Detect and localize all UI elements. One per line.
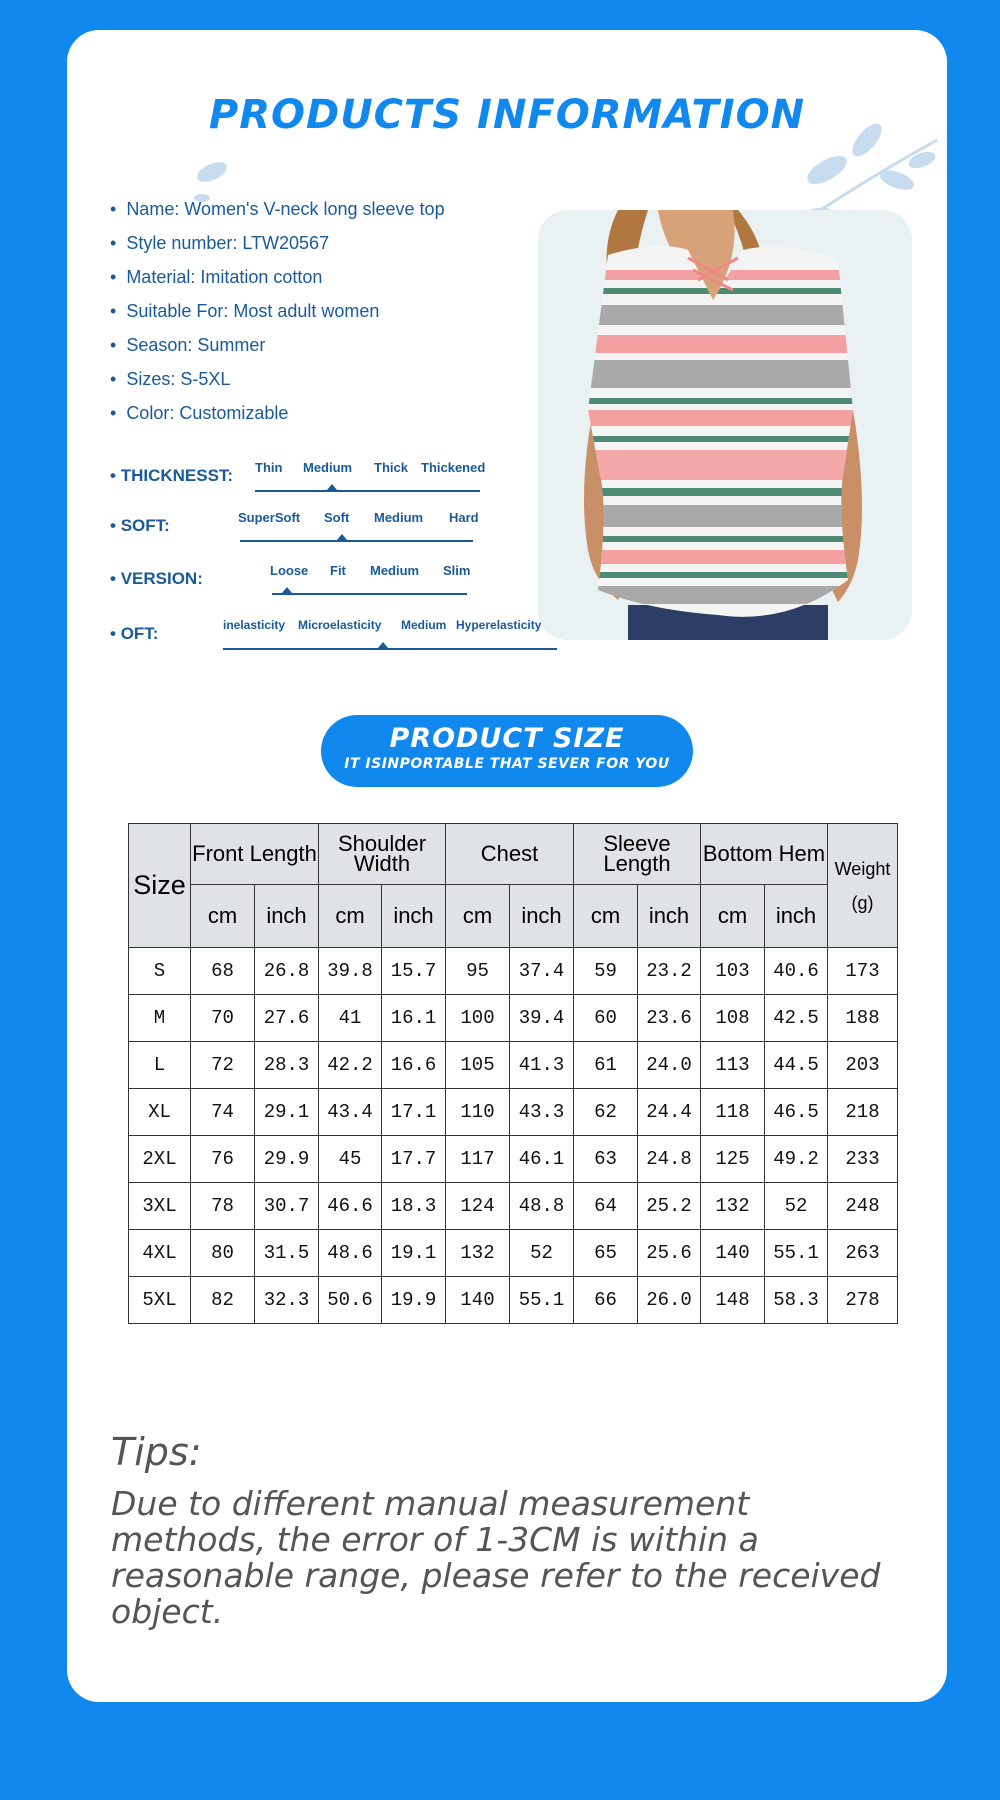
table-row (129, 948, 898, 995)
thickness-line (255, 490, 480, 492)
table-cell: 42.5 (765, 995, 828, 1042)
table-cell: 27.6 (255, 995, 319, 1042)
info-name: • Name: Women's V-neck long sleeve top (110, 192, 445, 226)
version-option: Slim (443, 563, 471, 578)
table-cell: 19.1 (382, 1230, 446, 1277)
table-cell: 66 (574, 1277, 638, 1324)
table-row (129, 1230, 898, 1277)
unit-cm: cm (701, 885, 765, 948)
soft-label: • SOFT: (110, 516, 170, 536)
table-cell: 24.0 (638, 1042, 701, 1089)
table-cell: 113 (701, 1042, 765, 1089)
table-cell: 63 (574, 1136, 638, 1183)
chest-header: Chest (446, 824, 574, 885)
table-cell: 72 (191, 1042, 255, 1089)
table-cell: 52 (510, 1230, 574, 1277)
table-cell: 28.3 (255, 1042, 319, 1089)
thickness-option: Thin (255, 460, 283, 475)
table-cell: 32.3 (255, 1277, 319, 1324)
unit-inch: inch (638, 885, 701, 948)
unit-inch: inch (510, 885, 574, 948)
table-cell: 46.1 (510, 1136, 574, 1183)
table-row (129, 1277, 898, 1324)
size-table (128, 823, 898, 1324)
table-cell: 17.7 (382, 1136, 446, 1183)
table-cell: 82 (191, 1277, 255, 1324)
version-line (272, 593, 467, 595)
table-cell: 41.3 (510, 1042, 574, 1089)
table-cell: 140 (446, 1277, 510, 1324)
table-cell: 103 (701, 948, 765, 995)
table-cell: 124 (446, 1183, 510, 1230)
table-cell: 117 (446, 1136, 510, 1183)
table-cell: 37.4 (510, 948, 574, 995)
size-cell: S (129, 948, 191, 995)
shoulder-width-header: Shoulder Width (319, 824, 446, 885)
table-cell: 58.3 (765, 1277, 828, 1324)
version-option: Medium (370, 563, 420, 578)
table-cell: 59 (574, 948, 638, 995)
size-table-body (129, 948, 898, 1324)
table-cell: 60 (574, 995, 638, 1042)
table-cell: 173 (828, 948, 898, 995)
table-cell: 132 (701, 1183, 765, 1230)
table-cell: 25.2 (638, 1183, 701, 1230)
table-cell: 78 (191, 1183, 255, 1230)
table-cell: 110 (446, 1089, 510, 1136)
size-cell: L (129, 1042, 191, 1089)
table-cell: 68 (191, 948, 255, 995)
soft-option: Medium (374, 510, 424, 525)
table-cell: 263 (828, 1230, 898, 1277)
sleeve-length-header: Sleeve Length (574, 824, 701, 885)
table-cell: 48.8 (510, 1183, 574, 1230)
bottom-hem-header: Bottom Hem (701, 824, 828, 885)
table-cell: 55.1 (765, 1230, 828, 1277)
table-cell: 23.2 (638, 948, 701, 995)
table-cell: 16.1 (382, 995, 446, 1042)
thickness-option: Thickened (421, 460, 486, 475)
table-row (129, 995, 898, 1042)
info-sizes: • Sizes: S-5XL (110, 362, 445, 396)
table-cell: 105 (446, 1042, 510, 1089)
table-cell: 25.6 (638, 1230, 701, 1277)
soft-option: Soft (324, 510, 350, 525)
table-cell: 44.5 (765, 1042, 828, 1089)
table-row (129, 1042, 898, 1089)
table-row (129, 1136, 898, 1183)
table-cell: 125 (701, 1136, 765, 1183)
size-cell: XL (129, 1089, 191, 1136)
version-option: Loose (270, 563, 309, 578)
table-cell: 31.5 (255, 1230, 319, 1277)
info-material: • Material: Imitation cotton (110, 260, 445, 294)
oft-option: Hyperelasticity (456, 618, 542, 632)
oft-option: inelasticity (223, 618, 286, 632)
table-cell: 29.9 (255, 1136, 319, 1183)
table-cell: 50.6 (319, 1277, 382, 1324)
table-cell: 29.1 (255, 1089, 319, 1136)
table-cell: 39.8 (319, 948, 382, 995)
table-cell: 76 (191, 1136, 255, 1183)
table-cell: 49.2 (765, 1136, 828, 1183)
table-cell: 248 (828, 1183, 898, 1230)
table-cell: 233 (828, 1136, 898, 1183)
product-info-list (110, 192, 445, 430)
table-cell: 64 (574, 1183, 638, 1230)
info-suitable-for: • Suitable For: Most adult women (110, 294, 445, 328)
table-cell: 140 (701, 1230, 765, 1277)
table-cell: 40.6 (765, 948, 828, 995)
table-cell: 62 (574, 1089, 638, 1136)
unit-cm: cm (574, 885, 638, 948)
unit-cm: cm (319, 885, 382, 948)
page-title: PRODUCTS INFORMATION (208, 92, 806, 138)
table-cell: 39.4 (510, 995, 574, 1042)
size-cell: M (129, 995, 191, 1042)
table-cell: 15.7 (382, 948, 446, 995)
unit-cm: cm (446, 885, 510, 948)
front-length-header: Front Length (191, 824, 319, 885)
product-size-subtitle: IT ISINPORTABLE THAT SEVER FOR YOU (344, 756, 670, 772)
size-cell: 2XL (129, 1136, 191, 1183)
table-cell: 41 (319, 995, 382, 1042)
table-cell: 80 (191, 1230, 255, 1277)
table-cell: 218 (828, 1089, 898, 1136)
table-cell: 24.4 (638, 1089, 701, 1136)
info-color: • Color: Customizable (110, 396, 445, 430)
table-cell: 278 (828, 1277, 898, 1324)
soft-option: SuperSoft (238, 510, 301, 525)
table-cell: 188 (828, 995, 898, 1042)
thickness-option: Thick (374, 460, 408, 475)
soft-line (240, 540, 473, 542)
table-cell: 52 (765, 1183, 828, 1230)
oft-option: Medium (401, 618, 447, 632)
unit-inch: inch (255, 885, 319, 948)
size-header: Size (129, 824, 191, 948)
info-style-number: • Style number: LTW20567 (110, 226, 445, 260)
table-cell: 46.6 (319, 1183, 382, 1230)
thickness-option: Medium (303, 460, 353, 475)
product-size-banner (321, 715, 693, 787)
table-cell: 55.1 (510, 1277, 574, 1324)
table-row (129, 1183, 898, 1230)
table-cell: 118 (701, 1089, 765, 1136)
version-label: • VERSION: (110, 569, 203, 589)
table-row (129, 1089, 898, 1136)
info-season: • Season: Summer (110, 328, 445, 362)
size-cell: 5XL (129, 1277, 191, 1324)
oft-line (223, 648, 557, 650)
table-cell: 42.2 (319, 1042, 382, 1089)
table-cell: 74 (191, 1089, 255, 1136)
version-option: Fit (330, 563, 346, 578)
table-cell: 46.5 (765, 1089, 828, 1136)
table-cell: 24.8 (638, 1136, 701, 1183)
tips-heading: Tips: (111, 1430, 202, 1474)
table-cell: 43.3 (510, 1089, 574, 1136)
table-cell: 70 (191, 995, 255, 1042)
soft-option: Hard (449, 510, 479, 525)
thickness-label: • THICKNESST: (110, 466, 233, 486)
product-size-title: PRODUCT SIZE (389, 723, 625, 754)
table-cell: 108 (701, 995, 765, 1042)
table-cell: 30.7 (255, 1183, 319, 1230)
table-cell: 26.0 (638, 1277, 701, 1324)
oft-label: • OFT: (110, 624, 158, 644)
weight-header: Weight (g) (828, 824, 898, 948)
table-cell: 203 (828, 1042, 898, 1089)
table-cell: 148 (701, 1277, 765, 1324)
striped-top-illustration-icon (538, 210, 912, 640)
product-card (67, 30, 947, 1702)
table-cell: 18.3 (382, 1183, 446, 1230)
table-cell: 61 (574, 1042, 638, 1089)
table-cell: 45 (319, 1136, 382, 1183)
table-cell: 48.6 (319, 1230, 382, 1277)
oft-option: Microelasticity (298, 618, 382, 632)
table-cell: 16.6 (382, 1042, 446, 1089)
size-cell: 4XL (129, 1230, 191, 1277)
unit-cm: cm (191, 885, 255, 948)
size-cell: 3XL (129, 1183, 191, 1230)
table-cell: 23.6 (638, 995, 701, 1042)
table-cell: 19.9 (382, 1277, 446, 1324)
unit-inch: inch (382, 885, 446, 948)
table-cell: 17.1 (382, 1089, 446, 1136)
table-cell: 43.4 (319, 1089, 382, 1136)
unit-inch: inch (765, 885, 828, 948)
table-cell: 95 (446, 948, 510, 995)
table-cell: 26.8 (255, 948, 319, 995)
product-photo (538, 210, 912, 640)
table-cell: 65 (574, 1230, 638, 1277)
table-cell: 132 (446, 1230, 510, 1277)
tips-body: Due to different manual measurement methods, the error of 1-3CM is within a reasonable range, please refer to the received object. (111, 1484, 881, 1631)
table-cell: 100 (446, 995, 510, 1042)
